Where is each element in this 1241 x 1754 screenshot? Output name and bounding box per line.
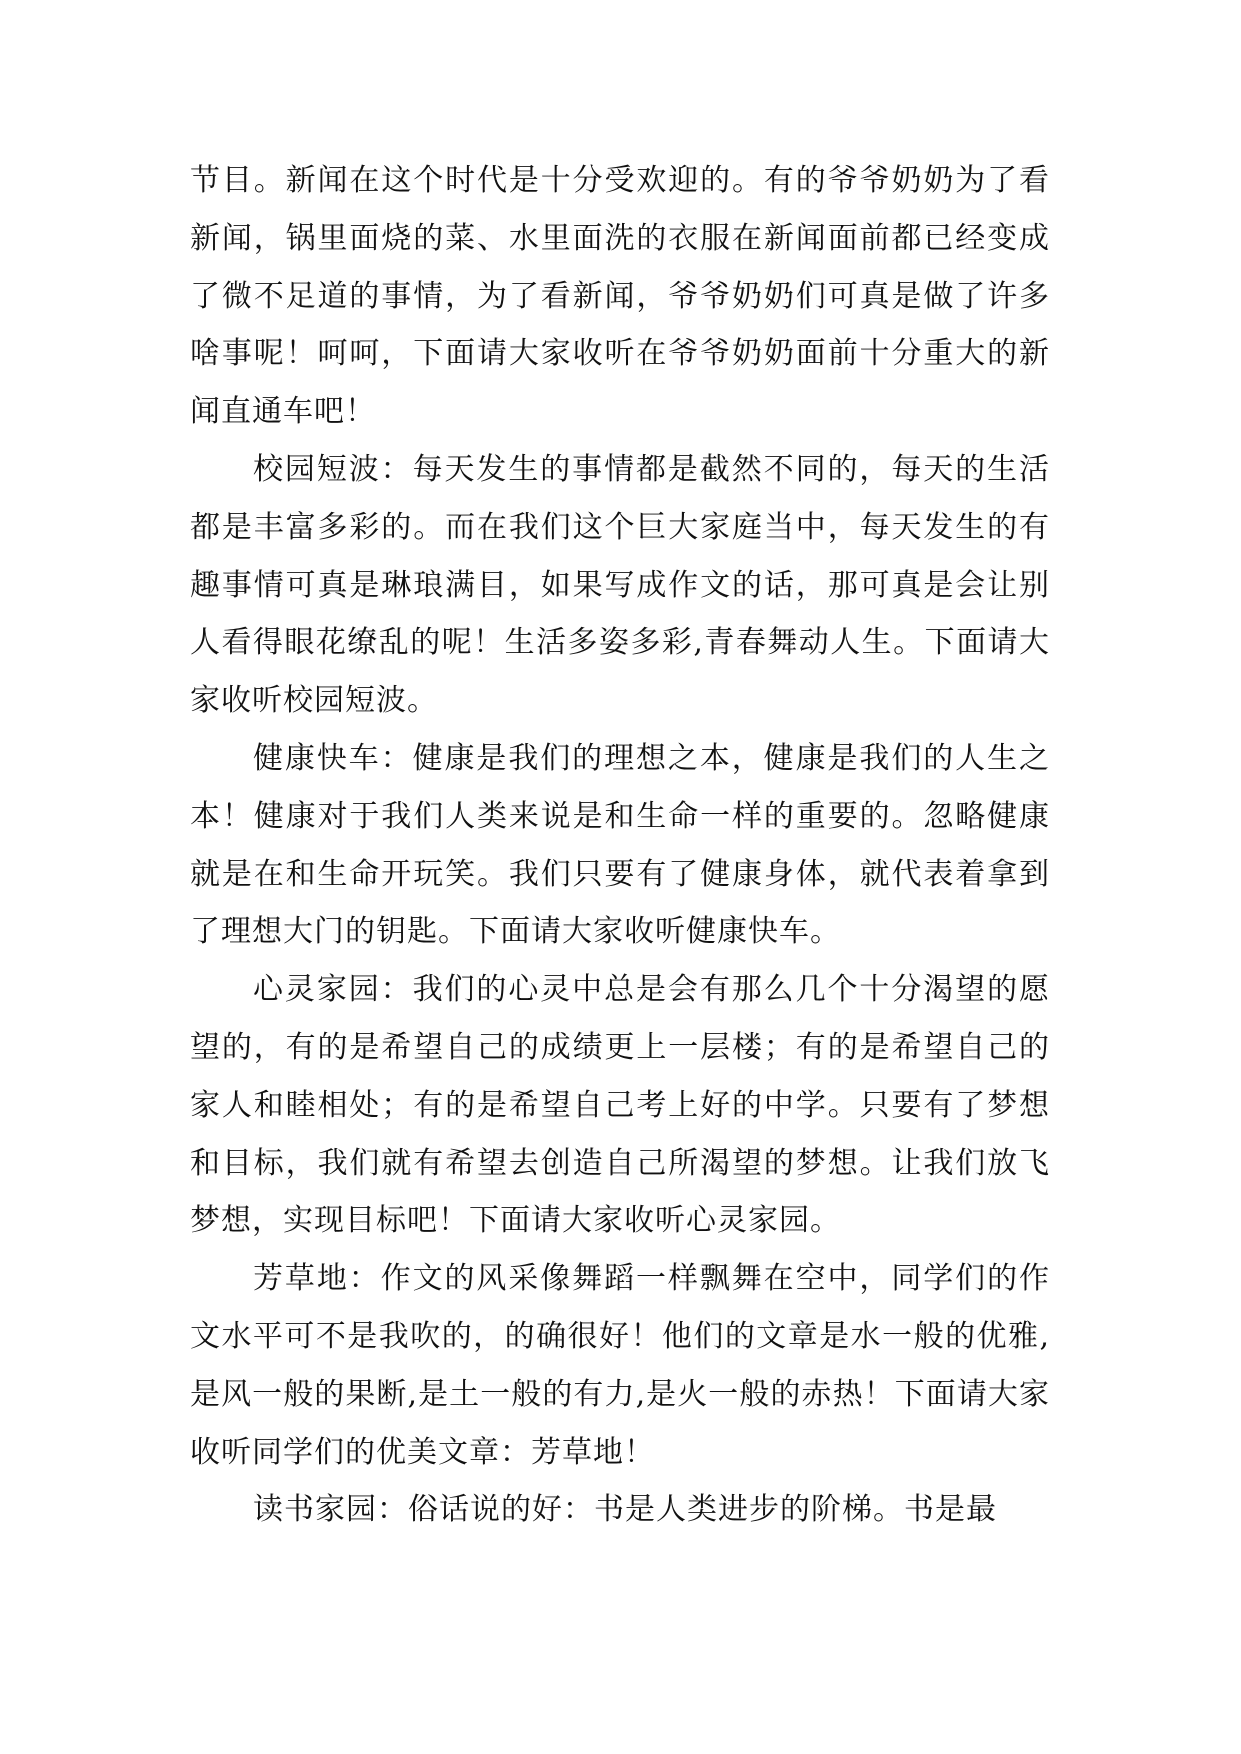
paragraph-grassland: 芳草地：作文的风采像舞蹈一样飘舞在空中，同学们的作文水平可不是我吹的，的确很好！他们的文章是水一般的优雅,是风一般的果断,是土一般的有力,是火一般的赤热！下面请大家收听同学们的优美文章：芳草地！ [190, 1261, 1050, 1470]
paragraph-news-continuation: 节目。新闻在这个时代是十分受欢迎的。有的爷爷奶奶为了看新闻，锅里面烧的菜、水里面洗的衣服在新闻面前都已经变成了微不足道的事情，为了看新闻，爷爷奶奶们可真是做了许多啥事呢！呵呵，下面请大家收听在爷爷奶奶面前十分重大的新闻直通车吧！ [190, 163, 1050, 430]
paragraph-reading-garden: 读书家园：俗话说的好：书是人类进步的阶梯。书是最 [253, 1492, 997, 1528]
paragraph-health-express: 健康快车：健康是我们的理想之本，健康是我们的人生之本！健康对于我们人类来说是和生命一样的重要的。忽略健康就是在和生命开玩笑。我们只要有了健康身体，就代表着拿到了理想大门的钥匙。下面请大家收听健康快车。 [190, 740, 1050, 950]
document-body [190, 152, 1050, 1539]
paragraph-soul-garden: 心灵家园：我们的心灵中总是会有那么几个十分渴望的愿望的，有的是希望自己的成绩更上一层楼；有的是希望自己的家人和睦相处；有的是希望自己考上好的中学。只要有了梦想和目标，我们就有希望去创造自己所渴望的梦想。让我们放飞梦想，实现目标吧！下面请大家收听心灵家园。 [190, 972, 1050, 1239]
paragraph-campus-shortwave: 校园短波：每天发生的事情都是截然不同的，每天的生活都是丰富多彩的。而在我们这个巨大家庭当中，每天发生的有趣事情可真是琳琅满目，如果写成作文的话，那可真是会让别人看得眼花缭乱的呢！生活多姿多彩,青春舞动人生。下面请大家收听校园短波。 [190, 451, 1050, 719]
